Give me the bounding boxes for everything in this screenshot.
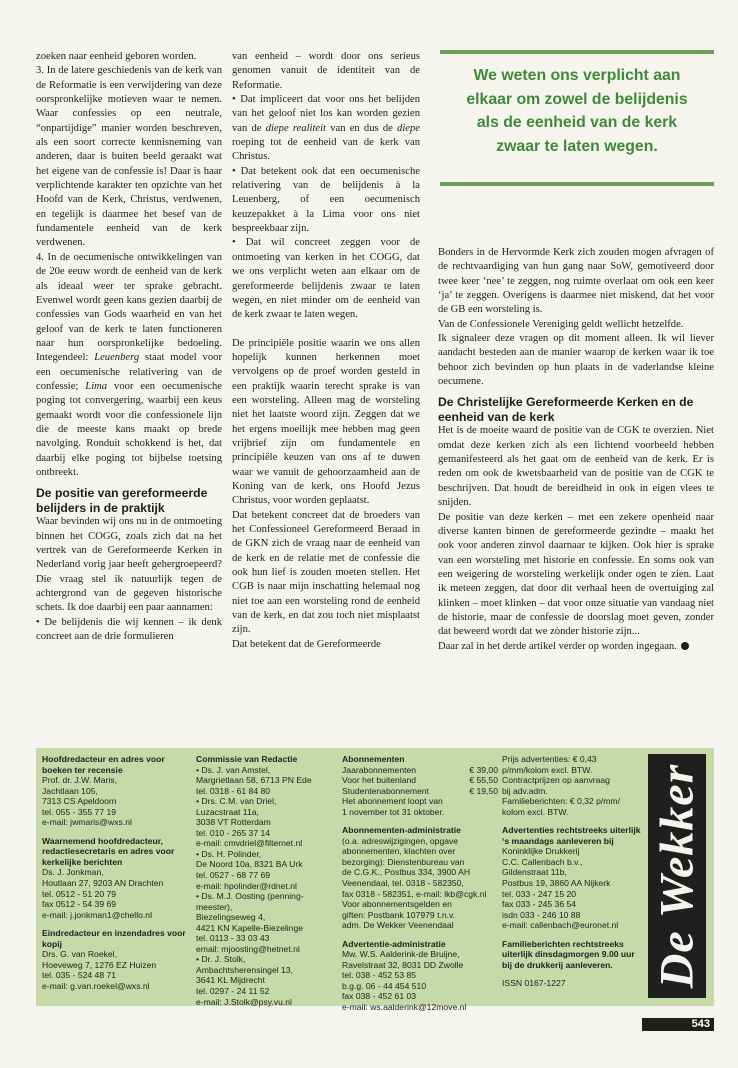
paragraph: van eenheid – wordt door ons serieus genomen vanuit de identiteit van de Reformatie.: [232, 51, 420, 91]
colophon-line: Ds. J. Jonkman,: [42, 867, 104, 878]
colophon-line: tel. 0527 - 68 77 69: [196, 870, 271, 881]
colophon-line: • Ds. M.J. Oosting (penning-: [196, 891, 304, 902]
colophon-editors: [42, 754, 192, 991]
end-mark-icon: [681, 642, 689, 650]
article-column-1: [36, 50, 222, 644]
colophon-line: 3038 VT Rotterdam: [196, 817, 271, 828]
paragraph: • De belijdenis die wij kennen – ik denk concreet aan de drie formulieren: [36, 616, 222, 643]
colophon-heading: Abonnementen: [342, 754, 405, 764]
colophon-advertising: [502, 754, 644, 989]
colophon-line: (o.a. adreswijzigingen, opgave: [342, 835, 459, 846]
paragraph: Waar bevinden wij ons nu in de ontmoeting binnen het COGG, zoals zich dat na het vertrek van de Gereformeerde Kerken in Nederland vorig jaar heeft gehergroepeerd? Die vraag stel ik natuurlijk tegen de achtergrond van de gegeven historische schets. Ik doe daarbij een paar aannamen:: [36, 516, 222, 614]
colophon-heading: Waarnemend hoofdredacteur, redactiesecretaris en adres voor kerkelijke berichten: [42, 835, 175, 867]
colophon-line: e-mail: J.Stolk@psy.vu.nl: [196, 996, 292, 1007]
colophon-line: e-mail: g.van.roekel@wxs.nl: [42, 980, 150, 991]
colophon-subscriptions: [342, 754, 498, 1013]
colophon-heading: Advertenties rechtstreeks uiterlijk ‘s maandags aanleveren bij: [502, 825, 641, 846]
section-heading: De positie van gereformeerde belijders in de praktijk: [36, 486, 208, 515]
colophon-line: tel. 038 - 452 53 85: [342, 970, 417, 981]
colophon-line: Het abonnement loopt van: [342, 796, 443, 807]
colophon-line: e-mail: jwmaris@wxs.nl: [42, 817, 132, 828]
colophon-line: • Drs. C.M. van Driel,: [196, 796, 277, 807]
colophon-line: e-mail: j.jonkman1@chello.nl: [42, 909, 152, 920]
colophon-line: tel. 0318 - 61 84 80: [196, 785, 271, 796]
colophon-line: tel. 0297 - 24 11 52: [196, 986, 270, 997]
quote-line: We weten ons verplicht aan: [473, 67, 681, 84]
colophon-line: kolom excl. BTW.: [502, 806, 569, 817]
page-number: 543: [691, 1018, 710, 1030]
colophon-lines: [196, 765, 338, 1008]
quote-line: elkaar om zowel de belijdenis: [466, 90, 688, 108]
colophon-line: Prof. dr. J.W. Maris,: [42, 775, 117, 786]
article-column-3: [438, 246, 714, 654]
article-column-2: [232, 50, 420, 652]
colophon-lines: [42, 867, 192, 920]
colophon-line: Ambachtsherensingel 13,: [196, 964, 293, 975]
paragraph: zoeken naar eenheid geboren worden.: [36, 51, 197, 62]
colophon-line: bezorging): Dienstenbureau van: [342, 856, 465, 867]
paragraph: • Dat impliceert dat voor ons het belijden van het geloof niet los kan worden gezien van de diepe realiteit van en dus de diepe roeping tot de eenheid van de kerk van Christus.: [232, 94, 420, 163]
colophon-line: fax 033 - 245 36 54: [502, 899, 577, 910]
pull-quote: [440, 50, 714, 186]
colophon-line: Voor abonnementsgelden en: [342, 899, 452, 910]
colophon-line: email: mjoosting@hetnet.nl: [196, 943, 300, 954]
colophon-line: Margrietlaan 58, 6713 PN Ede: [196, 775, 312, 786]
price-row: Jaarabonnementen € 39,00: [342, 764, 498, 775]
colophon-line: de C.G.K., Postbus 334, 3900 AH: [342, 867, 471, 878]
colophon-lines: [342, 949, 498, 1012]
colophon-line: Jachtlaan 105,: [42, 785, 98, 796]
colophon-line: tel. 033 - 247 15 20: [502, 888, 577, 899]
colophon-line: tel. 0113 - 33 03 43: [196, 933, 270, 944]
colophon-line: Postbus 19, 3860 AA Nijkerk: [502, 878, 611, 889]
quote-bottom-rule: [440, 182, 714, 186]
colophon-line: isdn 033 - 246 10 88: [502, 909, 581, 920]
colophon-line: p/mm/kolom excl. BTW.: [502, 764, 593, 775]
colophon-heading: Commissie van Redactie: [196, 754, 298, 764]
colophon-line: Luzacstraat 11a,: [196, 806, 259, 817]
colophon-lines: [342, 836, 498, 931]
colophon-line: meester),: [196, 901, 233, 912]
colophon-line: Gildenstraat 11b,: [502, 867, 567, 878]
colophon-line: 1 november tot 31 oktober.: [342, 806, 445, 817]
colophon-line: fax 0318 - 582351, e-mail: lkb@cgk.nl: [342, 888, 487, 899]
colophon-line: Ravelstraat 32, 8031 DD Zwolle: [342, 959, 464, 970]
colophon-line: e-mail: hpolinder@rdnet.nl: [196, 880, 297, 891]
colophon-line: 7313 CS Apeldoorn: [42, 796, 117, 807]
colophon-line: 4421 KN Kapelle-Biezelinge: [196, 922, 304, 933]
paragraph: De positie van deze kerken – met een zekere openheid naar diverse kanten binnen de gereformeerde gezindte – maakt het ook voor anderen zinvol daarnaar te kijken. Ook hier is sprake van een worsteling met historie en confessie. En soms ook van een weigering de worsteling werkelijk onder ogen te zien. Laat ik meteen zeggen, dat door dit verhaal heen de overtuiging zal klinken – moet klinken – dat voor onze situatie van vandaag niet de historie, maar de confessie de doorslag moet geven, zonder dat beweerd wordt dat we zònder historie zijn...: [438, 511, 714, 638]
colophon-lines: [42, 775, 192, 828]
paragraph: 4. In de oecumenische ontwikkelingen van de 20e eeuw wordt de eenheid van de kerk als ideaal weer ter sprake gebracht. Evenwel wordt geen kans gezien daarbij de confessies van Gods waarheid en van het geloof van de kerk te laten functioneren naar hun oorspronkelijke bedoeling. Integendeel: Leuenberg staat model voor een oecumenische relativering van de confessie; Lima voor een oecumenische poging tot convergering, waarbij een keus gemaakt wordt voor die confessionele lijn die de meeste kans maakt op brede navolging. Ronduit schokkend is het, dat daarbij elke poging tot bijbelse toetsing ontbreekt.: [36, 251, 222, 478]
paragraph: Van de Confessionele Vereniging geldt wellicht hetzelfde.: [438, 318, 684, 330]
de-wekker-logo: De Wekker: [648, 754, 706, 998]
paragraph: 3. In de latere geschiedenis van de kerk van de Reformatie is een verwijdering van deze oorspronkelijke motieven waar te nemen. Waar confessies op een neutrale, “onpartijdige” manier worden beschreven, als een soort correcte kennisneming van anderen, daar is buiten beeld geraakt wat het eigene van de confessie is! Daar is haar verplichtende karakter ten opzichte van het Hoofd van de Kerk, Christus, verdwenen, en tegelijk is daarmee het besef van de fundamentele eenheid van de kerk verdwenen.: [36, 65, 222, 249]
colophon-lines: [342, 796, 498, 817]
colophon-line: Mw. W.S. Aalderink-de Bruijne,: [342, 949, 460, 960]
colophon-line: Contractprijzen op aanvraag: [502, 775, 610, 786]
colophon-line: tel. 035 - 524 48 71: [42, 970, 117, 981]
colophon-line: abonnementen, klachten over: [342, 846, 456, 857]
quote-line: als de eenheid van de kerk: [476, 114, 678, 131]
page-number-bar: [642, 1018, 714, 1031]
colophon-line: tel. 055 - 355 77 19: [42, 806, 117, 817]
colophon-line: e-mail: cmvdriel@filternet.nl: [196, 838, 303, 849]
colophon-line: Biezelingseweg 4,: [196, 912, 266, 923]
colophon: [36, 748, 714, 1013]
colophon-heading: Eindredacteur en inzendadres voor kopij: [42, 928, 186, 949]
colophon-line: b.g.g. 06 - 44 454 510: [342, 980, 427, 991]
paragraph: Het is de moeite waard de positie van de CGK te overzien. Niet omdat deze kerken zich als een lichtend voorbeeld hebben gemanifesteerd als het gaat om de eenheid van de kerk. Er is reden om ook de kwetsbaarheid van de positie van de CGK te beschrijven. Dat houdt de bereidheid in ook in eigen vlees te snijden.: [438, 425, 714, 509]
paragraph: Bonders in de Hervormde Kerk zich zouden mogen afvragen of de rechtvaardiging van hun gang naar SoW, gemotiveerd door twee keer ‘nee’ te zeggen, nog ruimte overlaat om ook een keer ‘ja’ te zeggen. Overigens is daarmee niet miskend, dat het voor de GB een worsteling is.: [438, 247, 714, 316]
paragraph: Dat betekent dat de Gereformeerde: [232, 638, 381, 650]
colophon-line: Familieberichten: € 0,32 p/mm/: [502, 796, 620, 807]
colophon-line: adm. De Wekker Veenendaal: [342, 920, 454, 931]
colophon-heading: Hoofdredacteur en adres voor boeken ter recensie: [42, 754, 165, 775]
price-table: [342, 765, 498, 797]
colophon-line: 3641 KL Mijdrecht: [196, 975, 265, 986]
colophon-committee: [196, 754, 338, 1007]
colophon-line: Veenendaal, tel. 0318 - 582350,: [342, 878, 464, 889]
colophon-heading: Advertentie-administratie: [342, 938, 446, 949]
quote-top-rule: [440, 50, 714, 54]
colophon-line: Houtlaan 27, 9203 AN Drachten: [42, 878, 164, 889]
colophon-line: • Ds. H. Polinder,: [196, 848, 262, 859]
paragraph: De principiële positie waarin we ons allen hopelijk kunnen herkennen moet vervolgens op de proef worden gesteld in een praktijk waarin terecht sprake is van een worsteling. Alleen mag de worsteling niet het laatste woord zijn. Zeggen dat we het ergens moeilijk mee hebben mag geen vrijbrief zijn om fundamentele en principiële keuzen van ons af te duwen waar we vanuit de gehoorzaamheid aan de Koning van de kerk, ons Hoofd Jezus Christus, voor worden geplaatst.: [232, 337, 420, 507]
paragraph: Ik signaleer deze vragen op dit moment alleen. Ik wil liever aandacht besteden aan de manier waarop de kerken waar ik toe behoor zich bevinden op hun plaats in de vaderlandse kleine oecumene.: [438, 333, 714, 388]
colophon-line: e-mail: callenbach@euronet.nl: [502, 920, 619, 931]
colophon-line: Hoeveweg 7, 1276 EZ Huizen: [42, 959, 157, 970]
colophon-line: fax 0512 - 54 39 69: [42, 899, 117, 910]
colophon-line: bij adv.adm.: [502, 785, 548, 796]
colophon-heading: Familieberichten rechtstreeks uiterlijk dinsdagmorgen 9.00 uur bij de drukkerij aanleveren.: [502, 938, 635, 970]
paragraph: • Dat wil concreet zeggen voor de ontmoeting van kerken in het COGG, dat we ons verplicht weten aan elkaar om de gereformeerde belijdenis zwaar te laten wegen, en niet minder om de eenheid van de kerk zwaar te laten wegen.: [232, 237, 420, 321]
colophon-line: tel. 010 - 265 37 14: [196, 827, 271, 838]
colophon-lines: [502, 846, 644, 930]
colophon-lines: [42, 949, 192, 991]
colophon-line: De Noord 10a, 8321 BA Urk: [196, 859, 303, 870]
paragraph: Daar zal in het derde artikel verder op worden ingegaan.: [438, 640, 714, 654]
colophon-lines: [502, 754, 644, 817]
colophon-line: • Dr. J. Stolk,: [196, 954, 246, 965]
paragraph: • Dat betekent ook dat een oecumenische relativering van de belijdenis à la Leuenberg, of een oecumenisch keuzepakket à la Lima voor ons niet bespreekbaar zijn.: [232, 165, 420, 235]
issn: ISSN 0167-1227: [502, 978, 566, 989]
colophon-line: Drs. G. van Roekel,: [42, 949, 117, 960]
colophon-line: tel. 0512 - 51 20 79: [42, 888, 117, 899]
colophon-line: Prijs advertenties: € 0,43: [502, 754, 597, 764]
quote-line: zwaar te laten wegen.: [496, 137, 658, 155]
section-heading: De Christelijke Gereformeerde Kerken en de eenheid van de kerk: [438, 395, 694, 424]
price-row: Studentenabonnement € 19,50: [342, 785, 498, 796]
colophon-line: Koninklijke Drukkerij: [502, 846, 580, 857]
price-row: Voor het buitenland € 55,50: [342, 775, 498, 786]
colophon-heading: Abonnementen-administratie: [342, 825, 461, 836]
colophon-line: giften: Postbank 107979 t.n.v.: [342, 909, 456, 920]
colophon-line: fax 038 - 452 61 03: [342, 991, 417, 1002]
paragraph: Dat betekent concreet dat de broeders van het Confessioneel Gereformeerd Beraad in de GKN zich de vraag naar de eenheid van de kerk en de relatie met de confessie die ook hun lief is zouden moeten stellen. Het CGB is naar mijn inschatting helemaal nog niet toe aan een worsteling rond de eenheid van de kerk, en dat zou toch niet misplaatst zijn.: [232, 509, 420, 636]
colophon-line: • Ds. J. van Amstel,: [196, 764, 271, 775]
colophon-line: e-mail: ws.aalderink@12move.nl: [342, 1002, 467, 1013]
colophon-line: C.C. Callenbach b.v.,: [502, 856, 583, 867]
